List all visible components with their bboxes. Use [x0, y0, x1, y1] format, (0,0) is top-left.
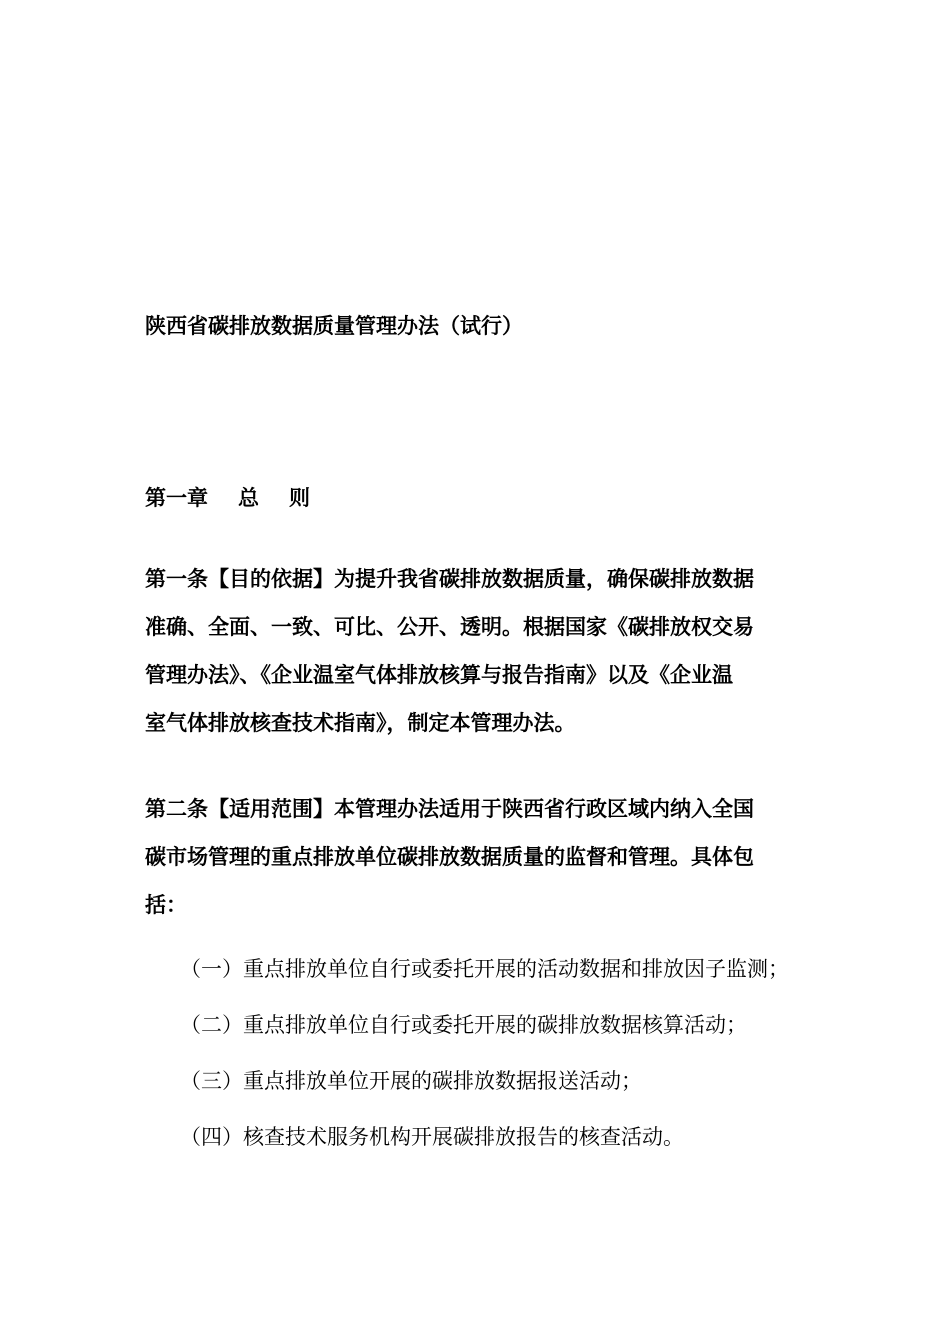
- article-2-line-1: 第二条【适用范围】本管理办法适用于陕西省行政区域内纳入全国: [145, 797, 754, 821]
- chapter-number: 第一章: [145, 486, 208, 510]
- document-title: 陕西省碳排放数据质量管理办法（试行）: [145, 314, 523, 338]
- chapter-heading: [145, 482, 310, 512]
- scope-item-4: （四）核查技术服务机构开展碳排放报告的核查活动。: [180, 1125, 684, 1149]
- scope-item-2: （二）重点排放单位自行或委托开展的碳排放数据核算活动；: [180, 1013, 747, 1037]
- article-1: [145, 555, 810, 747]
- article-1-line-2: 准确、全面、一致、可比、公开、透明。根据国家《碳排放权交易: [145, 615, 754, 639]
- article-2-line-2: 碳市场管理的重点排放单位碳排放数据质量的监督和管理。具体包: [145, 845, 754, 869]
- article-2: [145, 785, 810, 929]
- chapter-name-part2: 则: [289, 486, 310, 510]
- scope-item-list: [180, 945, 860, 1169]
- article-1-line-1: 第一条【目的依据】为提升我省碳排放数据质量，确保碳排放数据: [145, 567, 754, 591]
- chapter-name-part1: 总: [238, 486, 259, 510]
- article-1-line-3: 管理办法》、《企业温室气体排放核算与报告指南》以及《企业温: [145, 663, 733, 687]
- scope-item-1: （一）重点排放单位自行或委托开展的活动数据和排放因子监测；: [180, 957, 789, 981]
- article-1-line-4: 室气体排放核查技术指南》，制定本管理办法。: [145, 711, 576, 735]
- scope-item-3: （三）重点排放单位开展的碳排放数据报送活动；: [180, 1069, 642, 1093]
- article-2-line-3: 括：: [145, 893, 187, 917]
